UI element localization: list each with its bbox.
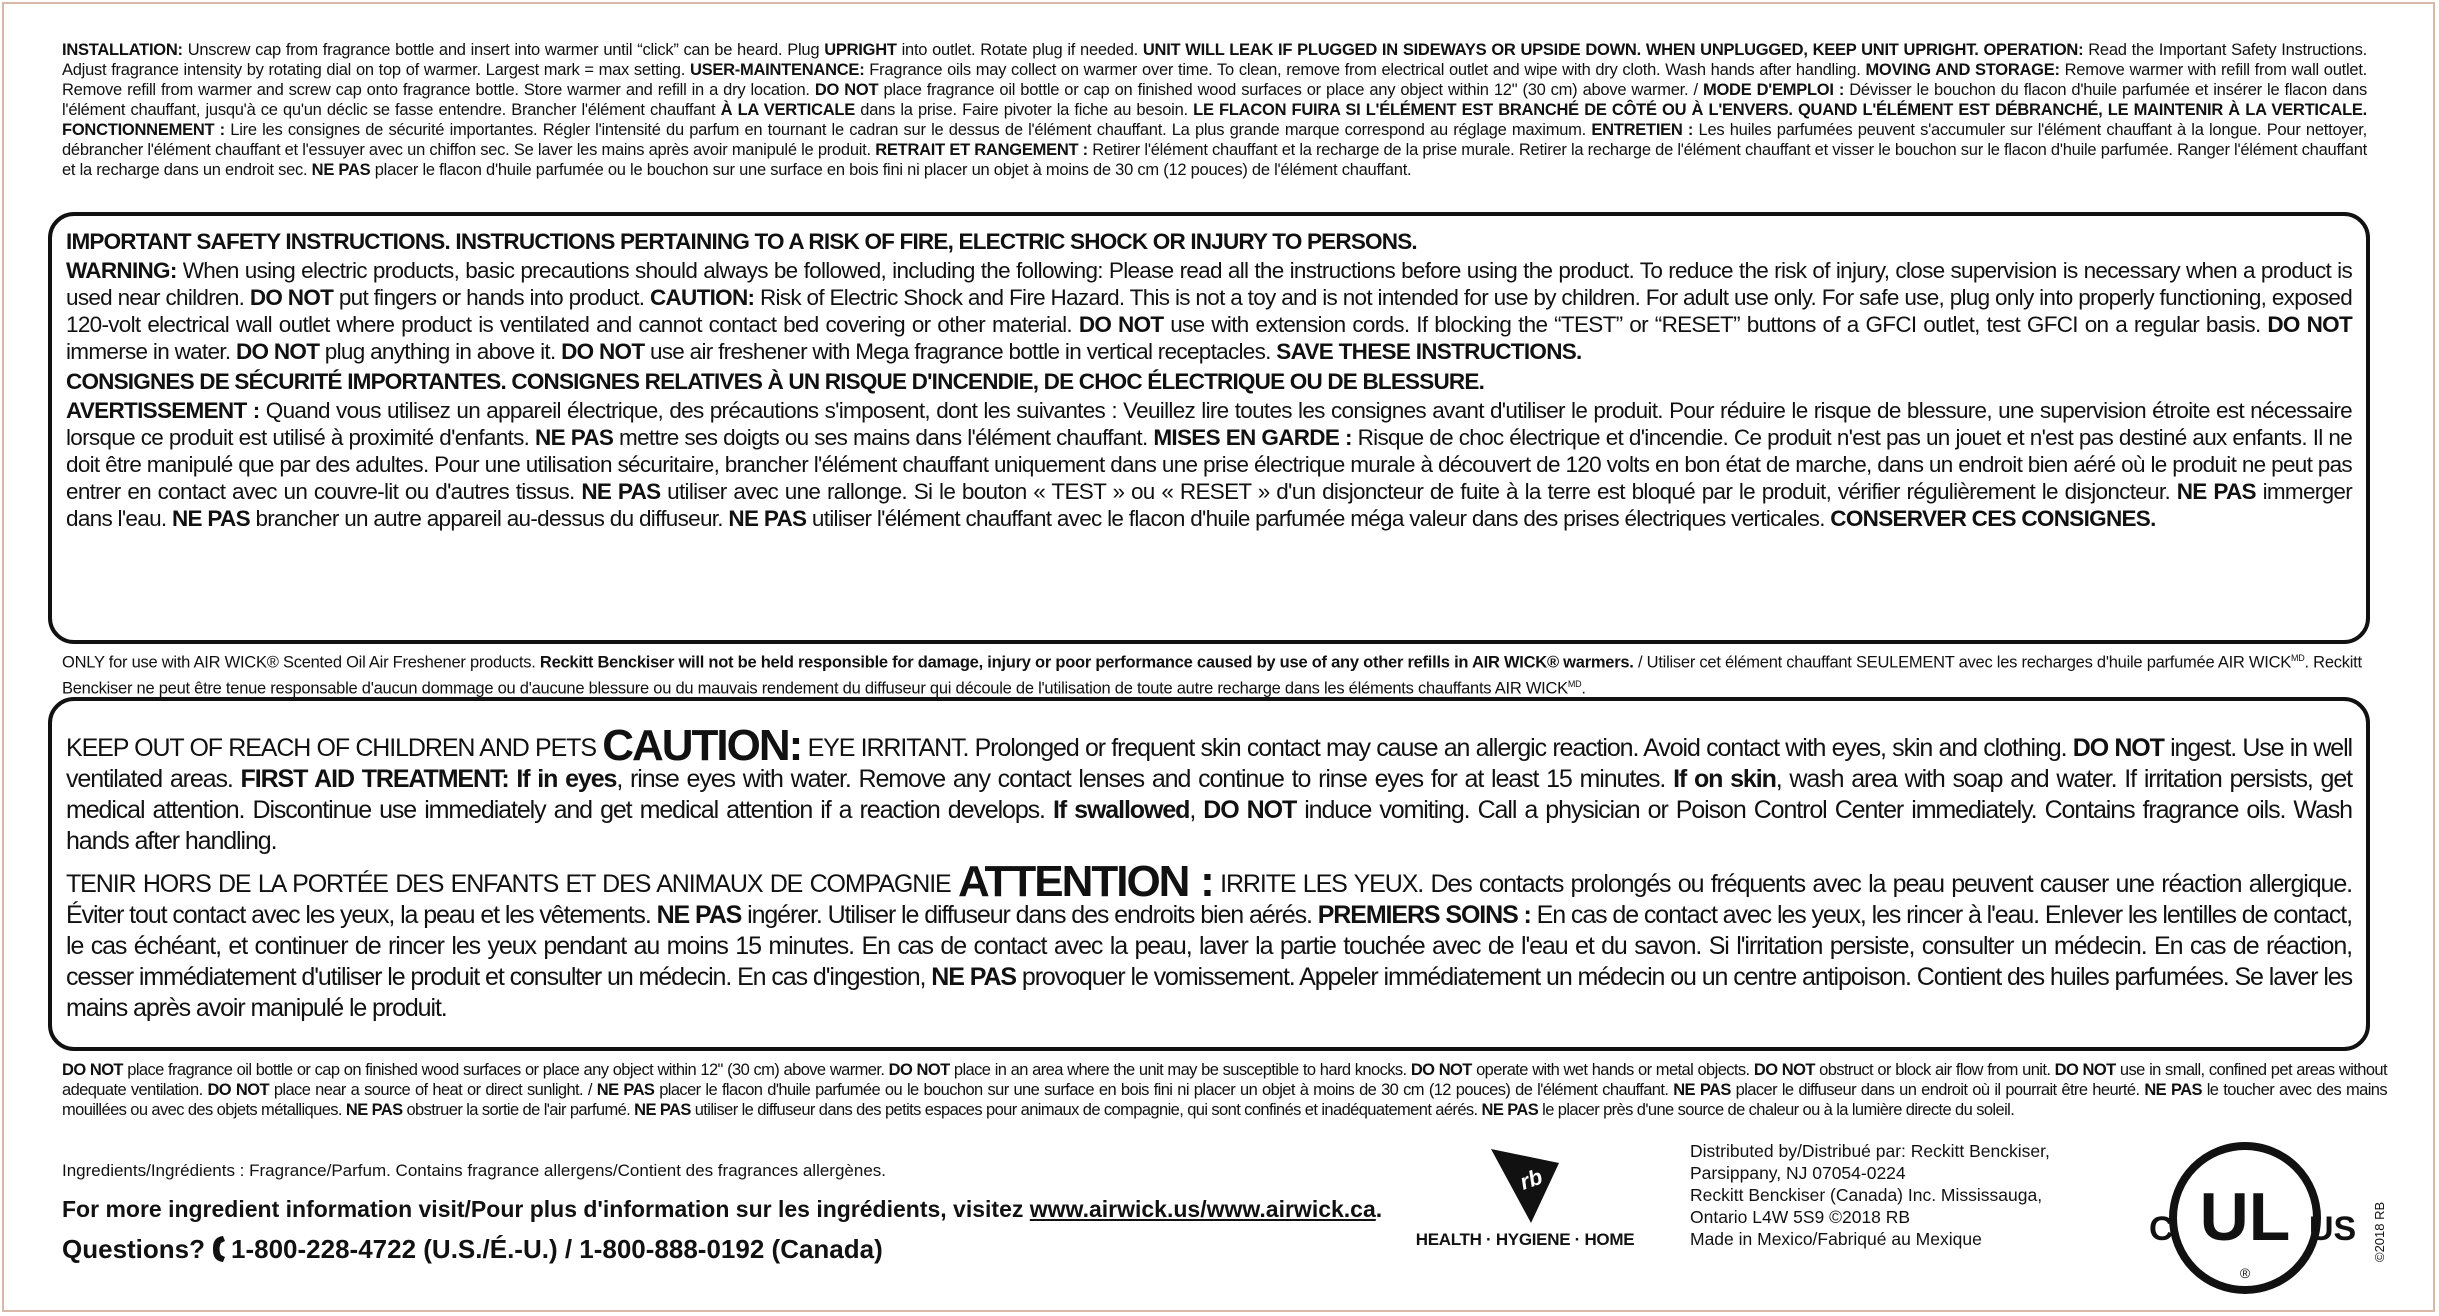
installation-instructions: INSTALLATION: Unscrew cap from fragrance bottle and insert into warmer until “click” can be heard. Plug UPRIGHT into outlet. Rotate plug if needed. UNIT WILL LEAK IF PLUGGED IN SIDEWAYS OR UPSIDE DOWN. WHEN UNPLUGGED, KEEP UNIT UPRIGHT. OPERATION: Read the Important Safety Instructions. Adjust fragrance intensity by rotating dial on top of warmer. Largest mark = max setting. USER-MAINTENANCE: Fragrance oils may collect on warmer over time. To clean, remove from electrical outlet and wipe with dry cloth. Wash hands after handling. MOVING AND STORAGE: Remove warmer with refill from wall outlet. Remove refill from warmer and screw cap onto fragrance bottle. Store warmer and refill in a dry location. DO NOT place fragrance oil bottle or cap on finished wood surfaces or place any object within 12" (30 cm) above warmer. / MODE D'EMPLOI : Dévisser le bouchon du flacon d'huile parfumée et insérer le flacon dans l'élément chauffant, jusqu'à ce qu'un déclic se fasse entendre. Brancher l'élément chauffant À LA VERTICALE dans la prise. Faire pivoter la fiche au besoin. LE FLACON FUIRA SI L'ÉLÉMENT EST BRANCHÉ DE CÔTÉ OU À L'ENVERS. QUAND L'ÉLÉMENT EST DÉBRANCHÉ, LE MAINTENIR À LA VERTICALE. FONCTIONNEMENT : Lire les consignes de sécurité importantes. Régler l'intensité du parfum en tournant le cadran sur le dessus de l'élément chauffant. La plus grande marque correspond au réglage maximum. ENTRETIEN : Les huiles parfumées peuvent s'accumuler sur l'élément chauffant à la longue. Pour nettoyer, débrancher l'élément chauffant et l'essuyer avec un chiffon sec. Se laver les mains après avoir manipulé le produit. RETRAIT ET RANGEMENT : Retirer l'élément chauffant et la recharge de la prise murale. Retirer la recharge de l'élément chauffant et visser le bouchon sur le flacon d'huile parfumée. Ranger l'élément chauffant et la recharge dans un endroit sec. NE PAS placer le flacon d'huile parfumée ou le bouchon sur une surface en bois fini ni placer un objet à moins de 30 cm (12 pouces) de l'élément chauffant. <box>62 41 2368 179</box>
rb-tagline: HEALTH · HYGIENE · HOME <box>1415 1230 1635 1249</box>
refill-compatibility-notice: ONLY for use with AIR WICK® Scented Oil Air Freshener products. Reckitt Benckiser will not be held responsible for damage, injury or poor performance caused by use of any other refills in AIR WICK® warmers. / Utiliser cet élément chauffant SEULEMENT avec les recharges d'huile parfumée AIR $WICK^{MD}$. Reckitt Benckiser ne peut être tenue responsable d'aucun dommage ou d'aucune blessure ou du mauvais rendement du diffuseur qui découle de l'utilisation de toute autre recharge dans les éléments chauffants AIR $WICK^{MD}$. <box>62 653 2362 697</box>
website-link[interactable]: www.airwick.us/www.airwick.ca <box>1029 1196 1376 1222</box>
svg-text:US: US <box>2309 1210 2357 1248</box>
caution-en: KEEP OUT OF REACH OF CHILDREN AND PETS CAUTION: EYE IRRITANT. Prolonged or frequent skin contact may cause an allergic reaction. Avoid contact with eyes, skin and clothing. DO NOT ingest. Use in well ventilated areas. FIRST AID TREATMENT: If in eyes, rinse eyes with water. Remove any contact lenses and continue to rinse eyes for at least 15 minutes. If on skin, wash area with soap and water. If irritation persists, get medical attention. Discontinue use immediately and get medical attention if a reaction develops. If swallowed, DO NOT induce vomiting. Call a physician or Poison Control Center immediately. Contains fragrance oils. Wash hands after handling. <box>66 721 2353 855</box>
svg-text:UL: UL <box>2199 1179 2291 1255</box>
rb-logo-icon <box>1485 1143 1565 1228</box>
caution-heading: CAUTION: <box>602 721 802 770</box>
caution-fr: TENIR HORS DE LA PORTÉE DES ENFANTS ET DES ANIMAUX DE COMPAGNIE ATTENTION : IRRITE LES YEUX. Des contacts prolongés ou fréquents avec la peau peuvent causer une réaction allergique. Éviter tout contact avec les yeux, la peau et les vêtements. NE PAS ingérer. Utiliser le diffuseur dans des endroits bien aérés. PREMIERS SOINS : En cas de contact avec les yeux, les rincer à l'eau. Enlever les lentilles de contact, le cas échéant, et continuer de rincer les yeux pendant au moins 15 minutes. En cas de contact avec la peau, laver la partie touchée avec de l'eau et du savon. Si l'irritation persiste, consulter un médecin. En cas de réaction, cesser immédiatement d'utiliser le produit et consulter un médecin. En cas d'ingestion, NE PAS provoquer le vomissement. Appeler immédiatement un médecin ou un centre antipoison. Contient des huiles parfumées. Se laver les mains après avoir manipulé le produit. <box>66 857 2352 1022</box>
svg-text:®: ® <box>2239 1265 2251 1281</box>
svg-text:rb: rb <box>1516 1163 1546 1195</box>
safety-heading-fr: CONSIGNES DE SÉCURITÉ IMPORTANTES. CONSIGNES RELATIVES À UN RISQUE D'INCENDIE, DE CHOC ÉLECTRIQUE OU DE BLESSURE. <box>66 369 1485 394</box>
phone-icon <box>211 1234 227 1264</box>
phone-numbers[interactable]: 1-800-228-4722 (U.S./É.-U.) / 1-800-888-0192 (Canada) <box>231 1234 883 1264</box>
ul-logo-icon <box>2145 1130 2357 1305</box>
safety-warning-en: WARNING: When using electric products, basic precautions should always be followed, including the following: Please read all the instructions before using the product. To reduce the risk of injury, close supervision is necessary when a product is used near children. DO NOT put fingers or hands into product. CAUTION: Risk of Electric Shock and Fire Hazard. This is not a toy and is not intended for use by children. For adult use only. For safe use, plug only into properly functioning, exposed 120-volt electrical wall outlet where product is ventilated and cannot contact bed covering or other material. DO NOT use with extension cords. If blocking the “TEST” or “RESET” buttons of a GFCI outlet, test GFCI on a regular basis. DO NOT immerse in water. DO NOT plug anything in above it. DO NOT use air freshener with Mega fragrance bottle in vertical receptacles. SAVE THESE INSTRUCTIONS. <box>66 258 2353 364</box>
safety-warning-fr: AVERTISSEMENT : Quand vous utilisez un appareil électrique, des précautions s'imposent, dont les suivantes : Veuillez lire toutes les consignes avant d'utiliser le produit. Pour réduire le risque de blessure, une supervision étroite est nécessaire lorsque ce produit est utilisé à proximité d'enfants. NE PAS mettre ses doigts ou ses mains dans l'élément chauffant. MISES EN GARDE : Risque de choc électrique et d'incendie. Ce produit n'est pas un jouet et n'est pas destiné aux enfants. Il ne doit être manipulé que par des adultes. Pour une utilisation sécuritaire, brancher l'élément chauffant uniquement dans une prise électrique murale à découvert de 120 volts en bon état de marche, dans un endroit bien aéré où le produit ne peut pas entrer en contact avec un couvre-lit ou d'autres tissus. NE PAS utiliser avec une rallonge. Si le bouton « TEST » ou « RESET » d'un disjoncteur de fuite à la terre est bloqué par le produit, vérifier régulièrement le disjoncteur. NE PAS immerger dans l'eau. NE PAS brancher un autre appareil au-dessus du diffuseur. NE PAS utiliser l'élément chauffant avec le flacon d'huile parfumée méga valeur dans des prises électriques verticales. CONSERVER CES CONSIGNES. <box>66 398 2353 531</box>
rb-logo <box>1400 1143 1650 1250</box>
safety-instructions-box <box>48 212 2370 644</box>
caution-box <box>48 697 2370 1051</box>
ingredient-info-line: For more ingredient information visit/Pour plus d'information sur les ingrédients, visitez www.airwick.us/www.airwick.ca. <box>62 1196 1383 1222</box>
questions-line: Questions? 1-800-228-4722 (U.S./É.-U.) / 1-800-888-0192 (Canada) <box>62 1234 883 1264</box>
distributor-info: Distributed by/Distribué par: Reckitt Benckiser, Parsippany, NJ 07054-0224 Reckitt Benckiser (Canada) Inc. Mississauga, Ontario L4W 5S9 ©2018 RB Made in Mexico/Fabriqué au Mexique <box>1690 1141 2050 1249</box>
svg-text:C: C <box>2149 1210 2174 1248</box>
do-not-warnings: DO NOT place fragrance oil bottle or cap on finished wood surfaces or place any object within 12" (30 cm) above warmer. DO NOT place in an area where the unit may be susceptible to hard knocks. DO NOT operate with wet hands or metal objects. DO NOT obstruct or block air flow from unit. DO NOT use in small, confined pet areas without adequate ventilation. DO NOT place near a source of heat or direct sunlight. / NE PAS placer le flacon d'huile parfumée ou le bouchon sur une surface en bois fini ni placer un objet à moins de 30 cm (12 pouces) de l'élément chauffant. NE PAS placer le diffuseur dans un endroit où il pourrait être heurté. NE PAS le toucher avec des mains mouillées ou avec des objets métalliques. NE PAS obstruer la sortie de l'air parfumé. NE PAS utiliser le diffuseur dans des petits espaces pour animaux de compagnie, qui sont confinés et inadéquatement aérés. NE PAS le placer près d'une source de chaleur ou à la lumière directe du soleil. <box>62 1061 2388 1119</box>
attention-heading: ATTENTION : <box>957 857 1213 906</box>
safety-heading-en: IMPORTANT SAFETY INSTRUCTIONS. INSTRUCTIONS PERTAINING TO A RISK OF FIRE, ELECTRIC SHOCK OR INJURY TO PERSONS. <box>66 229 1417 254</box>
copyright-vertical: ©2018 RB <box>2372 1201 2387 1262</box>
ul-certification-mark <box>2145 1130 2357 1305</box>
ingredients-text: Ingredients/Ingrédients : Fragrance/Parfum. Contains fragrance allergens/Contient des fragrances allergènes. <box>62 1161 887 1180</box>
